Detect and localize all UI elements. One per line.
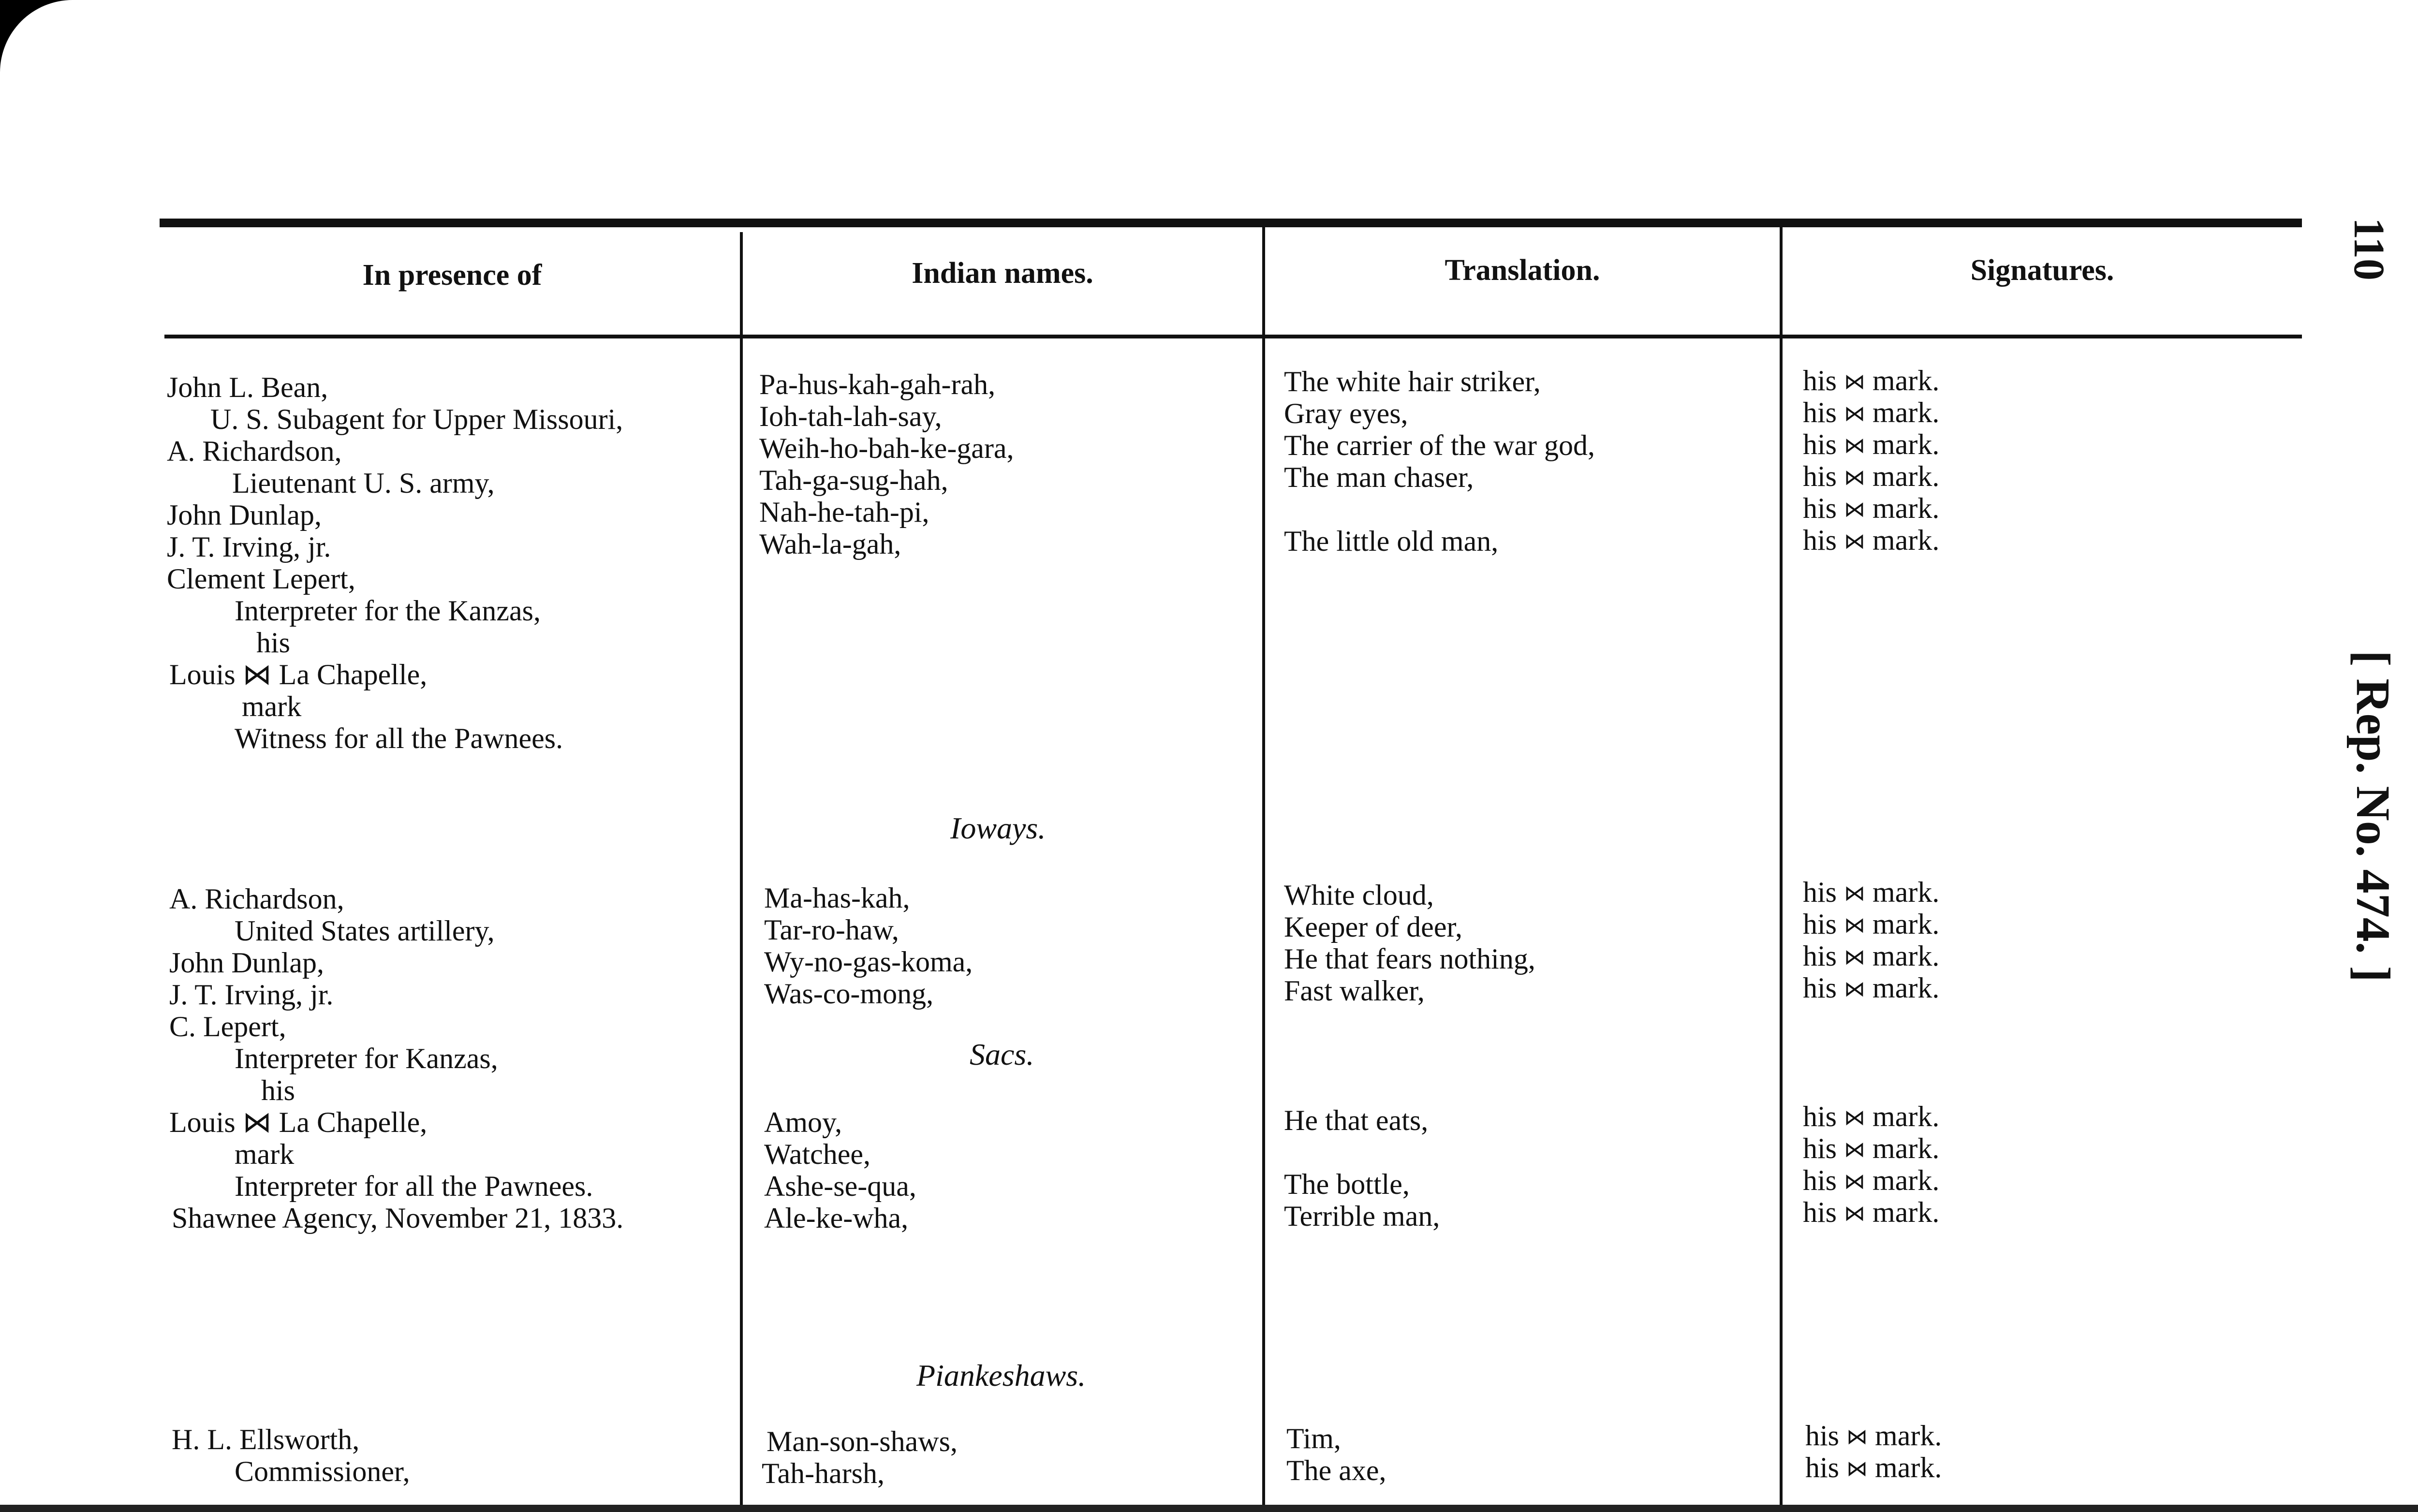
page-number: 110 (2345, 218, 2393, 281)
translation: The bottle, (1284, 1168, 1410, 1200)
presence-line: J. T. Irving, jr. (169, 979, 334, 1011)
cross-mark-icon: ⋈ (1844, 466, 1866, 489)
translation: He that eats, (1284, 1104, 1429, 1136)
presence-line: C. Lepert, (169, 1011, 286, 1042)
section-heading: Piankeshaws. (916, 1358, 1086, 1393)
section-heading: Sacs. (970, 1037, 1034, 1072)
cross-mark-icon: ⋈ (1844, 977, 1866, 1001)
signature-mark: his ⋈ mark. (1803, 1164, 1940, 1196)
translation: The man chaser, (1284, 461, 1474, 493)
presence-line: A. Richardson, (167, 435, 342, 467)
indian-name: Ale-ke-wha, (764, 1202, 909, 1234)
translation: The little old man, (1284, 525, 1499, 557)
cross-mark-icon: ⋈ (1844, 402, 1866, 426)
translation: Tim, (1286, 1423, 1341, 1454)
indian-name: Was-co-mong, (764, 978, 934, 1010)
header-signatures: Signatures. (1970, 254, 2114, 287)
column-divider-2 (1262, 227, 1265, 1512)
indian-name: Tah-harsh, (762, 1457, 885, 1489)
presence-line: Commissioner, (235, 1455, 410, 1487)
cross-mark-icon: ⋈ (1844, 913, 1866, 937)
header-presence: In presence of (362, 259, 542, 292)
presence-line: his (261, 1074, 295, 1106)
header-indian-names: Indian names. (912, 257, 1093, 290)
presence-line: Louis ⋈ La Chapelle, (169, 1106, 428, 1138)
signature-mark: his ⋈ mark. (1803, 428, 1940, 460)
translation: The carrier of the war god, (1284, 429, 1595, 461)
presence-line: H. L. Ellsworth, (172, 1424, 360, 1455)
indian-name: Nah-he-tah-pi, (759, 496, 929, 528)
presence-line: Shawnee Agency, November 21, 1833. (172, 1202, 624, 1234)
cross-mark-icon: ⋈ (1844, 529, 1866, 553)
signature-mark: his ⋈ mark. (1805, 1420, 1942, 1452)
presence-line: mark (242, 690, 302, 722)
presence-line: Louis ⋈ La Chapelle, (169, 659, 428, 690)
presence-line: mark (235, 1138, 295, 1170)
indian-name: Watchee, (764, 1138, 871, 1170)
signature-mark: his ⋈ mark. (1803, 908, 1940, 940)
signature-mark: his ⋈ mark. (1803, 972, 1940, 1004)
signature-mark: his ⋈ mark. (1803, 460, 1940, 492)
indian-name: Wy-no-gas-koma, (764, 946, 973, 978)
header-bottom-rule (164, 335, 2302, 338)
translation: Terrible man, (1284, 1200, 1440, 1232)
presence-line: John Dunlap, (167, 499, 322, 531)
indian-name: Weih-ho-bah-ke-gara, (759, 432, 1014, 464)
column-divider-1 (740, 232, 743, 1512)
signature-mark: his ⋈ mark. (1803, 1196, 1940, 1228)
cross-mark-icon: ⋈ (1846, 1457, 1868, 1481)
translation: Keeper of deer, (1284, 911, 1463, 943)
section-heading: Ioways. (950, 811, 1046, 845)
translation: The white hair striker, (1284, 366, 1541, 397)
running-head: [ Rep. No. 474. ] (2346, 650, 2400, 983)
cross-mark-icon: ⋈ (1844, 370, 1866, 394)
presence-line: Interpreter for Kanzas, (235, 1042, 498, 1074)
signature-mark: his ⋈ mark. (1803, 876, 1940, 908)
translation: Fast walker, (1284, 975, 1425, 1007)
presence-line: Witness for all the Pawnees. (235, 722, 563, 754)
indian-name: Tah-ga-sug-hah, (759, 464, 948, 496)
cross-mark-icon: ⋈ (1844, 1170, 1866, 1193)
cross-mark-icon: ⋈ (1844, 1106, 1866, 1130)
cross-mark-icon: ⋈ (1844, 881, 1866, 905)
translation: The axe, (1286, 1454, 1386, 1486)
indian-name: Tar-ro-haw, (764, 914, 899, 946)
indian-name: Wah-la-gah, (759, 528, 901, 560)
presence-line: United States artillery, (235, 915, 495, 947)
cross-mark-icon: ⋈ (1844, 1202, 1866, 1225)
presence-line: Lieutenant U. S. army, (232, 467, 495, 499)
presence-line: Clement Lepert, (167, 563, 355, 595)
indian-name: Amoy, (764, 1106, 842, 1138)
signature-mark: his ⋈ mark. (1803, 524, 1940, 556)
signature-mark: his ⋈ mark. (1803, 365, 1940, 396)
indian-name: Man-son-shaws, (767, 1425, 958, 1457)
signature-mark: his ⋈ mark. (1803, 1101, 1940, 1132)
signature-mark: his ⋈ mark. (1803, 1132, 1940, 1164)
indian-name: Ashe-se-qua, (764, 1170, 916, 1202)
header-translation: Translation. (1445, 254, 1600, 287)
indian-name: Pa-hus-kah-gah-rah, (759, 368, 996, 400)
bottom-cutoff-print (0, 1505, 2418, 1512)
translation: Gray eyes, (1284, 397, 1408, 429)
top-thick-rule (160, 219, 2302, 227)
signature-mark: his ⋈ mark. (1803, 492, 1940, 524)
presence-line: J. T. Irving, jr. (167, 531, 331, 563)
presence-line: his (256, 627, 291, 659)
translation: He that fears nothing, (1284, 943, 1535, 975)
indian-name: Ioh-tah-lah-say, (759, 400, 942, 432)
presence-line: Interpreter for the Kanzas, (235, 595, 541, 627)
presence-line: John L. Bean, (167, 371, 328, 403)
cross-mark-icon: ⋈ (1844, 498, 1866, 521)
signature-mark: his ⋈ mark. (1803, 396, 1940, 428)
presence-line: John Dunlap, (169, 947, 324, 979)
indian-name: Ma-has-kah, (764, 882, 910, 914)
presence-line: A. Richardson, (169, 883, 344, 915)
cross-mark-icon: ⋈ (1844, 1138, 1866, 1161)
cross-mark-icon: ⋈ (1844, 945, 1866, 969)
translation: White cloud, (1284, 879, 1434, 911)
presence-line: Interpreter for all the Pawnees. (235, 1170, 593, 1202)
signature-mark: his ⋈ mark. (1803, 940, 1940, 972)
signature-mark: his ⋈ mark. (1805, 1452, 1942, 1483)
cross-mark-icon: ⋈ (1846, 1425, 1868, 1449)
column-divider-3 (1780, 227, 1783, 1512)
presence-line: U. S. Subagent for Upper Missouri, (210, 403, 623, 435)
cross-mark-icon: ⋈ (1844, 434, 1866, 457)
